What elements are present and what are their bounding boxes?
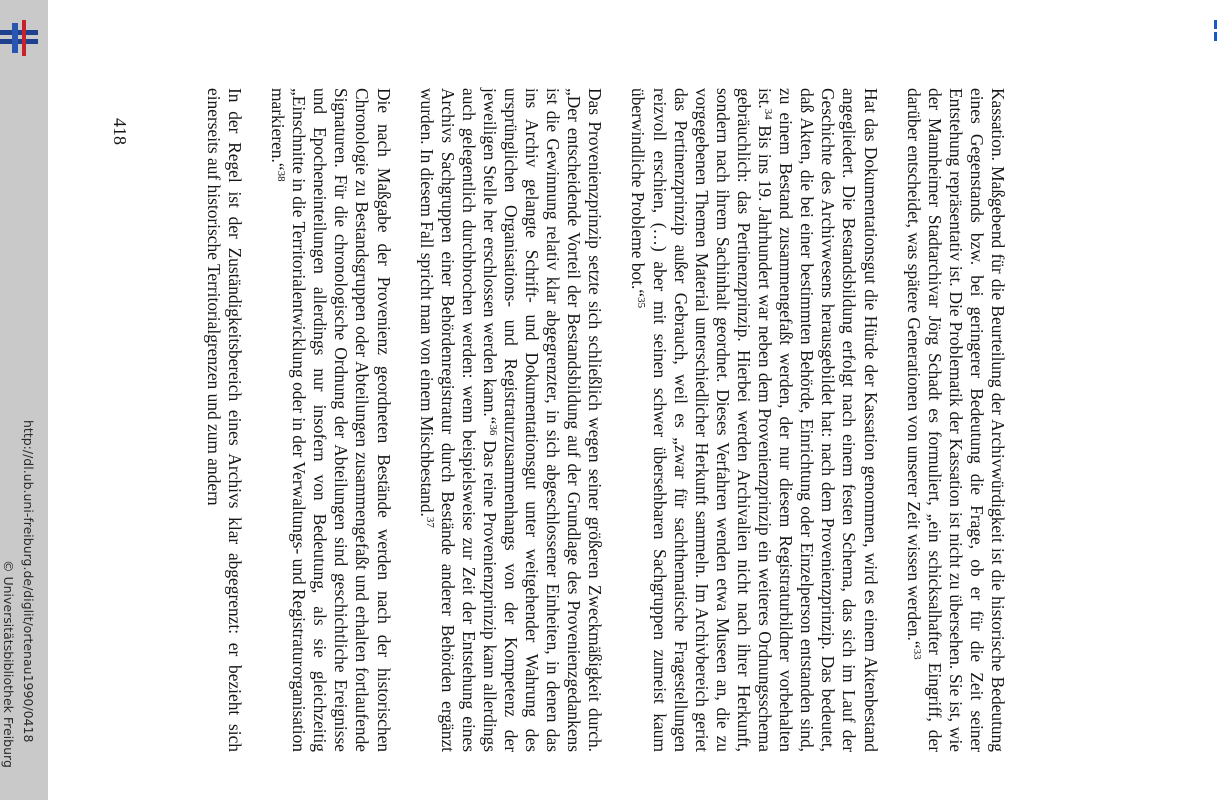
footnote-ref-35: 35 <box>635 297 648 309</box>
paragraph-5: In der Regel ist der Zuständigkeitsbereich eines Archivs klar abgegrenzt: er bezieht sich einerseits auf historische Territorialgrenzen und zum andern <box>203 88 245 752</box>
paragraph-4: Die nach Maßgabe der Provenienz geordneten Bestände werden nach der historischen Chronologie zu Bestandsgruppen oder Abteilungen zusammengefaßt und erhalten fortlaufende Signaturen. Für die chronologische Ordnung der Abteilungen sind geschichtliche Ereignisse und Epocheneinteilungen allerdings nur insofern von Bedeutung, als sie gleichzeitig „Einschnitte in die Territorialentwicklung oder in der Verwaltungs- und Registraturorganisation markieren.“$^{38}$ <box>268 88 394 752</box>
paragraph-3: Das Provenienzprinzip setzte sich schließlich wegen seiner größeren Zweckmäßigkeit durch. „Der entscheidende Vorteil der Bestandsbildung auf der Grundlage des Provenienzgedankens ist die Gewinnung relativ klar abgegrenzter, in sich abgeschlossener Einheiten, in denen das ins Archiv gelangte Schrift- und Dokumentationsgut unter weitgehender Wahrung des ursprünglichen Organisations- und Registraturzusammenhangs von der Kompetenz der jeweiligen Stelle her erschlossen werden kann.“$^{36}$ Das reine Provenienzprinzip kann allerdings auch gelegentlich durchbrochen werden: wenn beispielsweise zur Zeit der Entstehung eines Archivs Sachgruppen einer Behördenregistratur durch Bestände anderer Behörden ergänzt wurden. In diesem Fall spricht man von einem Mischbestand.$^{37}$ <box>416 88 606 752</box>
paragraph-1: Kassation. Maßgebend für die Beurteilung der Archivwürdigkeit ist die historische Bedeutung eines Gegenstands bzw. bei geringerer Bedeutung die Frage, ob er für die Zeit seiner Entstehung repräsentativ ist. Die Problematik der Kassation ist nicht zu übersehen. Sie ist, wie der Mannheimer Stadtarchivar Jörg Schadt es formuliert, „ein schicksalhafter Eingriff, der darüber entscheidet, was spätere Generationen von unserer Zeit wissen werden.“$^{33}$ <box>903 88 1008 752</box>
page-edge-marks <box>1212 20 1220 44</box>
page-number: 418 <box>110 118 130 145</box>
footnote-ref-36: 36 <box>486 424 499 436</box>
watermark-url: http://dl.ub.uni-freiburg.de/diglit/ortenau1990/0418 <box>21 420 36 743</box>
scanned-page <box>108 88 1008 752</box>
footnote-ref-37: 37 <box>423 516 436 528</box>
footnote-ref-33: 33 <box>910 648 923 660</box>
paragraph-2: Hat das Dokumentationsgut die Hürde der Kassation genommen, wird es einem Aktenbestand angegliedert. Die Bestandsbildung erfolgt nach einem festen Schema, das sich im Lauf der Geschichte des Archivwesens herausgebildet hat: nach dem Provenienzprinzip. Das bedeutet, daß Akten, die bei einer bestimmten Behörde, Einrichtung oder Einzelperson entstanden sind, zu einem Bestand zusammengefaßt werden, der nur diesem Registraturbildner vorbehalten ist.$^{34}$ Bis ins 19. Jahrhundert war neben dem Provenienzprinzip ein weiteres Ordnungsschema gebräuchlich: das Pertinenzprinzip. Hierbei werden Archivalien nicht nach ihrer Herkunft, sondern nach ihrem Sachinhalt geordnet. Dieses Verfahren wenden etwa Museen an, die zu vorgegebenen Themen Material unterschiedlicher Herkunft sammeln. Im Archivbereich geriet das Pertinenzprinzip außer Gebrauch, weil es „zwar für sachthematische Fragestellungen reizvoll erschien, (…) aber mit seinen schwer übersehbaren Sachgruppen zumeist kaum überwindliche Probleme bot.“$^{35}$ <box>628 88 881 752</box>
watermark <box>0 0 48 800</box>
watermark-copyright: © Universitätsbibliothek Freiburg <box>1 560 16 768</box>
footnote-ref-38: 38 <box>275 170 288 182</box>
footnote-ref-34: 34 <box>762 108 775 120</box>
